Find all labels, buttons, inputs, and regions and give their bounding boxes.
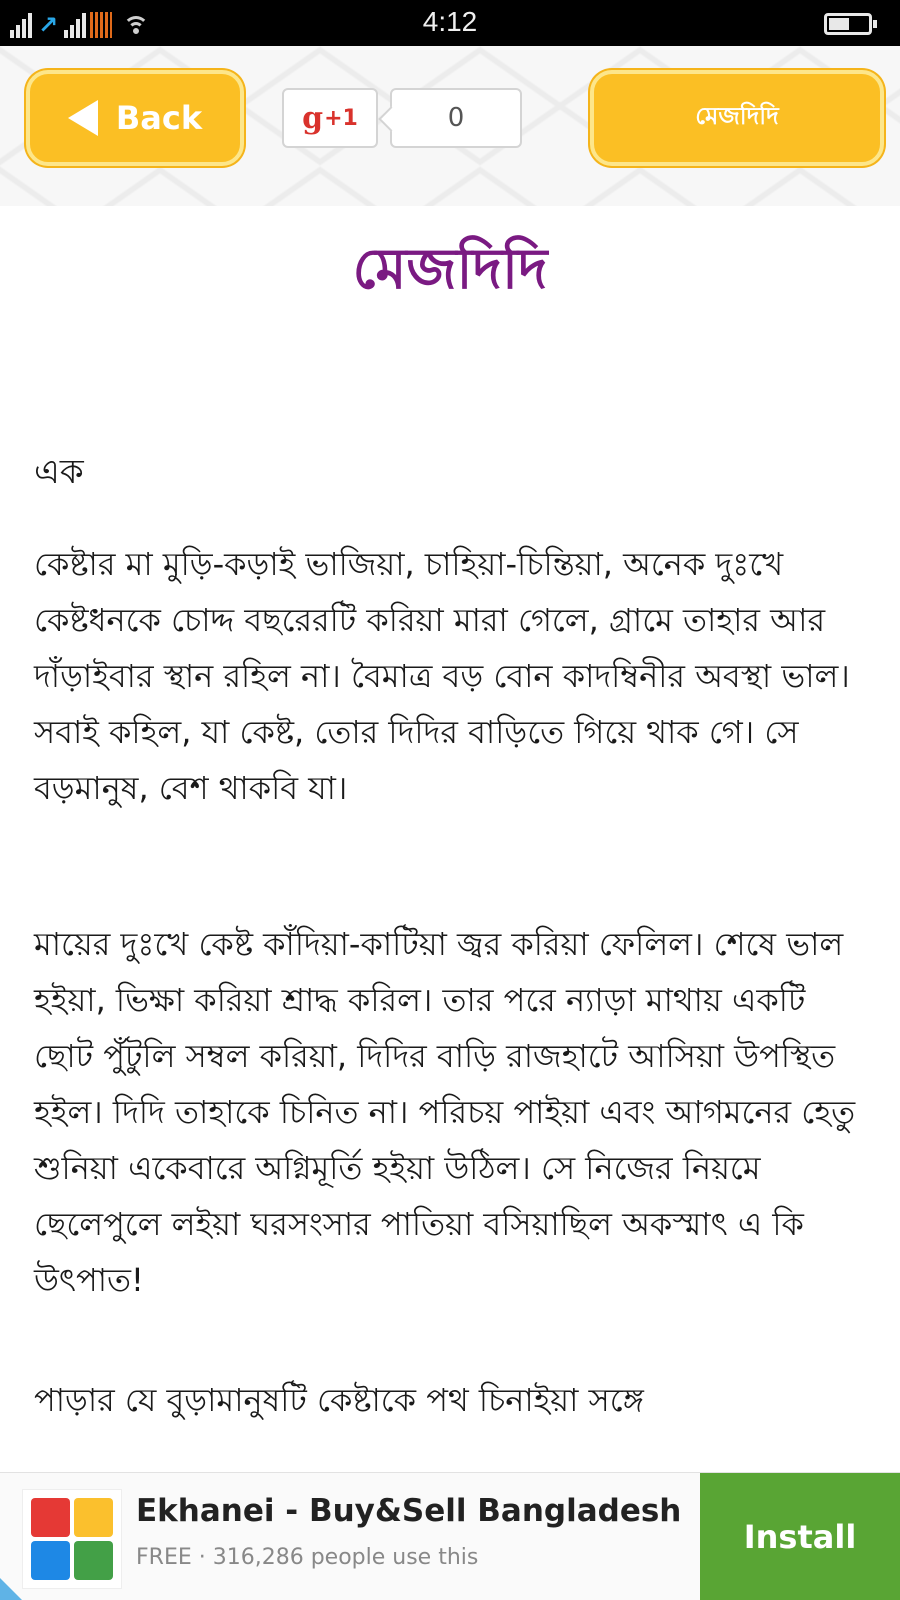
status-bar xyxy=(0,0,900,46)
google-plus-icon: g xyxy=(302,100,324,136)
google-plus-one-button[interactable] xyxy=(282,88,378,148)
ad-subtitle: FREE · 316,286 people use this xyxy=(136,1545,479,1570)
ad-choices-icon[interactable] xyxy=(0,1578,22,1600)
plus-one-label: +1 xyxy=(324,105,358,131)
story-title: মেজদিদি xyxy=(352,237,548,302)
back-button-label: Back xyxy=(115,99,203,137)
install-button[interactable]: Install xyxy=(700,1473,900,1600)
ekhanei-logo-icon xyxy=(22,1489,122,1589)
paragraph: কেষ্টার মা মুড়ি-কড়াই ভাজিয়া, চাহিয়া-চিন্তিয়া, অনেক দুঃখে কেষ্টধনকে চোদ্দ বছরেরটি করিয়া মারা গেলে, গ্রামে তাহার আর দাঁড়াইবার স্থান রহিল না। বৈমাত্র বড় বোন কাদম্বিনীর অবস্থা ভাল। সবাই কহিল, যা কেষ্ট, তোর দিদির বাড়িতে গিয়ে থাক গে। সে বড়মানুষ, বেশ থাকবি যা। xyxy=(34,545,850,807)
plus-one-count: 0 xyxy=(390,88,522,148)
back-button[interactable] xyxy=(26,70,244,166)
ad-title: Ekhanei - Buy&Sell Bangladesh xyxy=(136,1493,682,1529)
back-arrow-icon xyxy=(68,100,98,136)
paragraph: মায়ের দুঃখে কেষ্ট কাঁদিয়া-কাটিয়া জ্বর করিয়া ফেলিল। শেষে ভাল হইয়া, ভিক্ষা করিয়া শ্রাদ্ধ করিল। তার পরে ন্যাড়া মাথায় একটি ছোট পুঁটুলি সম্বল করিয়া, দিদির বাড়ি রাজহাটে আসিয়া উপস্থিত হইল। দিদি তাহাকে চিনিত না। পরিচয় পাইয়া এবং আগমনের হেতু শুনিয়া একেবারে অগ্নিমূর্তি হইয়া উঠিল। সে নিজের নিয়মে ছেলেপুলে লইয়া ঘরসংসার পাতিয়া বসিয়াছিল অকস্মাৎ এ কি উৎপাত! xyxy=(34,925,856,1299)
story-content[interactable] xyxy=(0,206,900,1472)
chapter-heading: এক xyxy=(34,452,84,492)
status-time: 4:12 xyxy=(422,6,478,37)
ad-banner[interactable] xyxy=(0,1472,900,1600)
toolbar xyxy=(0,46,900,206)
battery-icon xyxy=(824,13,872,35)
story-title-button[interactable]: মেজদিদি xyxy=(590,70,884,166)
operator-icon: ↗ xyxy=(38,11,59,39)
paragraph: পাড়ার যে বুড়ামানুষটি কেষ্টাকে পথ চিনাইয়া সঙ্গে xyxy=(34,1381,644,1419)
